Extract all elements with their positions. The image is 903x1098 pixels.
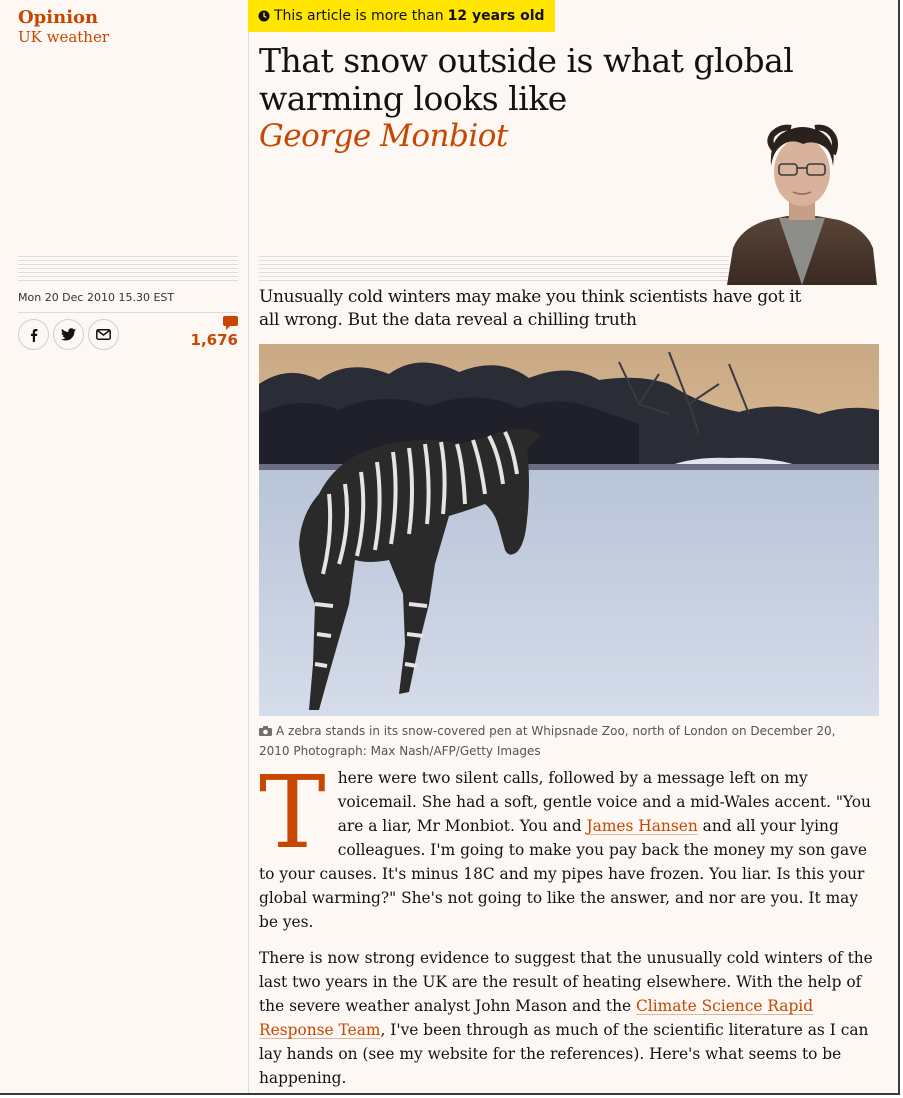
comment-count: 1,676 — [190, 331, 238, 349]
publish-date: Mon 20 Dec 2010 15.30 EST — [18, 291, 175, 304]
caption-text: A zebra stands in its snow-covered pen at Whipsnade Zoo, north of London on December 20, 2010 — [259, 724, 836, 758]
caption-credit: Photograph: Max Nash/AFP/Getty Images — [293, 744, 541, 758]
share-facebook-button[interactable] — [18, 319, 49, 350]
author-portrait — [727, 120, 877, 285]
comments-link[interactable] — [191, 316, 238, 348]
section-link-opinion[interactable]: Opinion — [18, 7, 99, 28]
subsection-link-uk-weather[interactable]: UK weather — [18, 28, 110, 46]
link-james-hansen[interactable]: James Hansen — [586, 817, 698, 835]
clock-icon — [258, 10, 270, 22]
share-buttons — [18, 319, 119, 350]
body-p2-text-b: , I've been through as much of the scientific literature as I can lay hands on (see my website for the references). Here's what seems to be happening. — [259, 1021, 869, 1087]
body-p1-text-a: here were two silent calls, followed by a message left on my voicemail. She had a soft, gentle voice and a mid-Wales accent. "You are a liar, Mr Monbiot. You and — [337, 769, 871, 835]
age-notice-text: This article is more than — [274, 8, 444, 24]
headline: That snow outside is what global warming looks like — [259, 41, 794, 118]
article-body — [259, 754, 879, 1095]
drop-cap: T — [259, 754, 326, 871]
image-caption — [259, 721, 869, 761]
body-paragraph-2 — [259, 946, 879, 1090]
column-divider — [248, 0, 249, 1095]
body-p2-text-a: There is now strong evidence to suggest that the unusually cold winters of the last two years in the UK are the result of heating elsewhere. With the help of the severe weather analyst John Mason and the — [259, 949, 873, 1015]
twitter-icon — [61, 328, 76, 341]
comment-icon — [223, 316, 238, 330]
email-icon — [96, 329, 111, 340]
share-twitter-button[interactable] — [53, 319, 84, 350]
body-p1-text-b: and all your lying colleagues. I'm going to make you pay back the money my son gave to your causes. It's minus 18C and my pipes have frozen. You liar. Is this your global warming?" She's not going to like the answer, and nor are you. It may be yes. — [259, 817, 867, 931]
decorative-rule-lines-main — [259, 256, 729, 284]
article-main-image — [259, 344, 879, 716]
link-climate-science-rapid-response-team[interactable]: Climate Science Rapid Response Team — [259, 997, 814, 1039]
camera-icon — [259, 726, 272, 736]
body-paragraph-1 — [259, 754, 879, 934]
decorative-rule-lines — [18, 256, 238, 284]
byline-author[interactable]: George Monbiot — [259, 118, 508, 154]
meta-divider — [18, 312, 238, 313]
standfirst: Unusually cold winters may make you think scientists have got it all wrong. But the data reveal a chilling truth — [259, 287, 802, 330]
article-age-badge — [248, 0, 555, 32]
left-meta-column — [18, 0, 238, 349]
share-email-button[interactable] — [88, 319, 119, 350]
age-notice-value: 12 years old — [447, 8, 545, 24]
facebook-icon — [27, 328, 41, 342]
